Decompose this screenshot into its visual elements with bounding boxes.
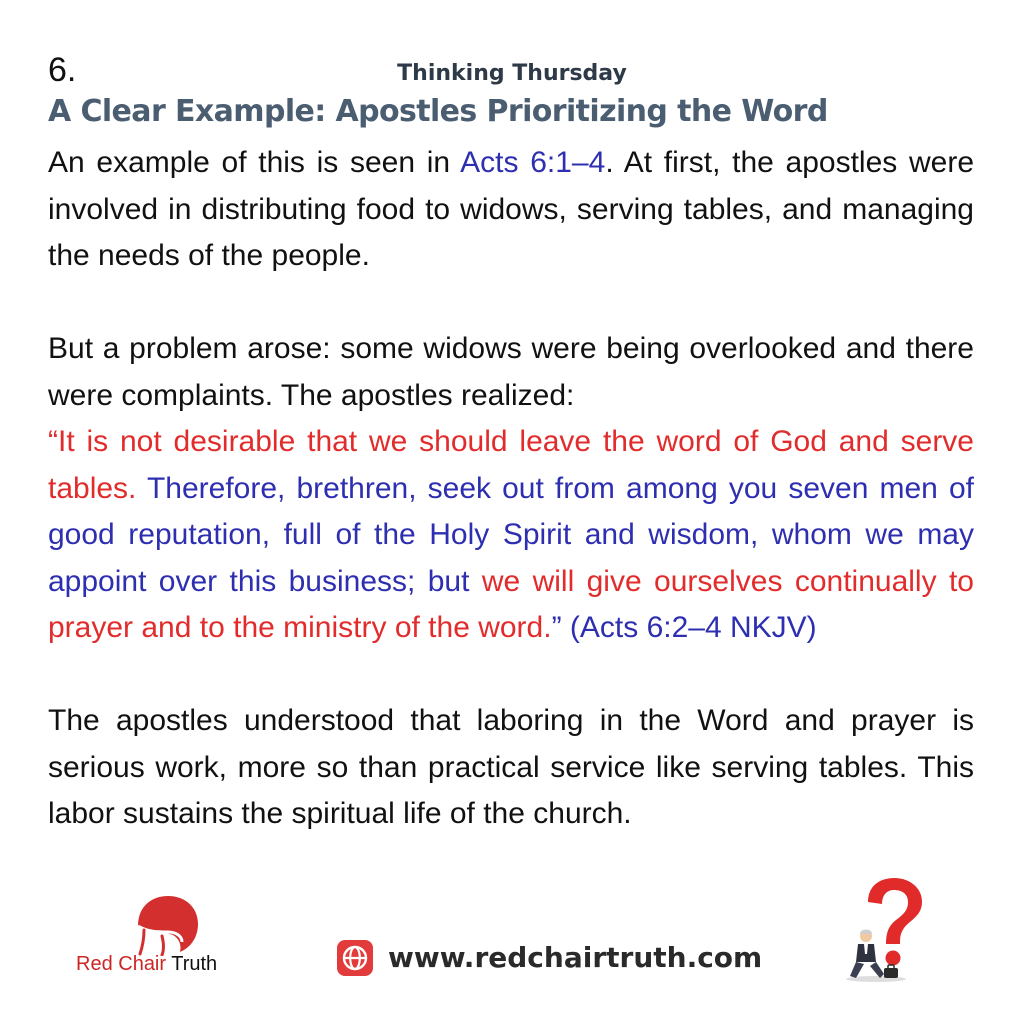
- scripture-reference-link[interactable]: Acts 6:1–4: [460, 146, 606, 179]
- series-title: Thinking Thursday: [397, 61, 627, 86]
- brand-name-red: Red Chair: [76, 953, 167, 975]
- intro-text: An example of this is seen in: [48, 146, 461, 179]
- page-heading: A Clear Example: Apostles Prioritizing the Word: [48, 94, 828, 129]
- paragraph-scripture: [48, 326, 974, 652]
- website-link[interactable]: [336, 936, 762, 980]
- problem-text: But a problem arose: some widows were being overlooked and there were complaints. The apostles realized:: [48, 332, 974, 412]
- scripture-quote-red-1: “It is not desirable that we should leave the word of God and serve tables.: [48, 425, 974, 505]
- brand-logo-block[interactable]: [76, 886, 266, 986]
- scripture-quote-red-2: we will give ourselves continually to prayer and to the ministry of the word.: [48, 564, 974, 644]
- website-url[interactable]: www.redchairtruth.com: [388, 941, 763, 974]
- globe-icon: [336, 939, 374, 977]
- brand-name-rest: Truth: [166, 953, 218, 975]
- red-chair-logo-icon: [128, 892, 204, 956]
- paragraph-conclusion: The apostles understood that laboring in the Word and prayer is serious work, more so than practical service like serving tables. This labor sustains the spiritual life of the church.: [48, 704, 974, 830]
- question-mark-figure-icon: [842, 876, 930, 984]
- scripture-citation: ” (Acts 6:2–4 NKJV): [551, 611, 817, 644]
- intro-text-continued: . At first, the apostles were involved in distributing food to widows, serving tables, and managing the needs of the people.: [48, 146, 975, 272]
- brand-name: [76, 952, 217, 976]
- scripture-quote-blue: Therefore, brethren, seek out from among you seven men of good reputation, full of the Holy Spirit and wisdom, whom we may appoint over this business; but: [48, 471, 974, 598]
- article-body: [48, 140, 974, 838]
- page-number: 6.: [48, 51, 77, 89]
- paragraph-intro: [48, 140, 974, 280]
